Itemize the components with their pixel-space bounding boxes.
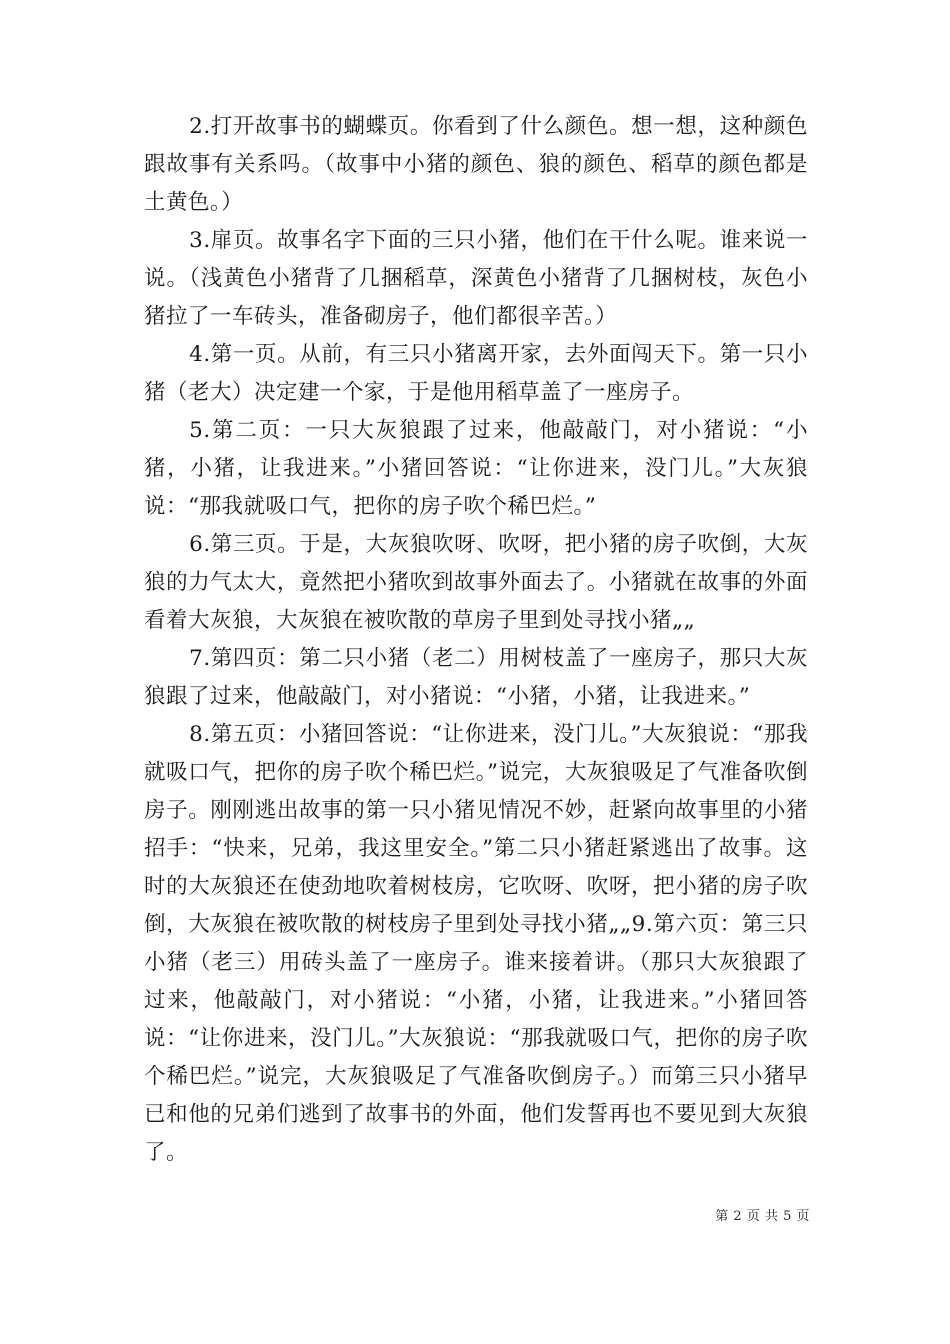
paragraph-7: 7.第四页：第二只小猪（老二）用树枝盖了一座房子，那只大灰狼跟了过来，他敲敲门，对小猪说：“小猪，小猪，让我进来。” bbox=[144, 646, 808, 709]
paragraph-4: 4.第一页。从前，有三只小猪离开家，去外面闯天下。第一只小猪（老大）决定建一个家，于是他用稻草盖了一座房子。 bbox=[144, 342, 808, 405]
paragraph-6: 6.第三页。于是，大灰狼吹呀、吹呀，把小猪的房子吹倒，大灰狼的力气太大，竟然把小猪吹到故事外面去了。小猪就在故事的外面看着大灰狼，大灰狼在被吹散的草房子里到处寻找小猪„„ bbox=[144, 532, 808, 633]
paragraph-3: 3.扉页。故事名字下面的三只小猪，他们在干什么呢。谁来说一说。（浅黄色小猪背了几捆稻草，深黄色小猪背了几捆树枝，灰色小猪拉了一车砖头，准备砌房子，他们都很辛苦。） bbox=[144, 228, 808, 329]
document-body bbox=[144, 108, 808, 1172]
page-number: 第 2 页 共 5 页 bbox=[715, 1209, 810, 1224]
paragraph-5: 5.第二页：一只大灰狼跟了过来，他敲敲门，对小猪说：“小猪，小猪，让我进来。”小猪回答说：“让你进来，没门儿。”大灰狼说：“那我就吸口气，把你的房子吹个稀巴烂。” bbox=[144, 418, 808, 519]
paragraph-8: 8.第五页：小猪回答说：“让你进来，没门儿。”大灰狼说：“那我就吸口气，把你的房子吹个稀巴烂。”说完，大灰狼吸足了气准备吹倒房子。刚刚逃出故事的第一只小猪见情况不妙，赶紧向故事里的小猪招手：“快来，兄弟，我这里安全。”第二只小猪赶紧逃出了故事。这时的大灰狼还在使劲地吹着树枝房，它吹呀、吹呀，把小猪的房子吹倒，大灰狼在被吹散的树枝房子里到处寻找小猪„„9.第六页：第三只小猪（老三）用砖头盖了一座房子。谁来接着讲。（那只大灰狼跟了过来，他敲敲门，对小猪说：“小猪，小猪，让我进来。”小猪回答说：“让你进来，没门儿。”大灰狼说：“那我就吸口气，把你的房子吹个稀巴烂。”说完，大灰狼吸足了气准备吹倒房子。）而第三只小猪早已和他的兄弟们逃到了故事书的外面，他们发誓再也不要见到大灰狼了。 bbox=[144, 722, 808, 1165]
paragraph-2: 2.打开故事书的蝴蝶页。你看到了什么颜色。想一想，这种颜色跟故事有关系吗。（故事中小猪的颜色、狼的颜色、稻草的颜色都是土黄色。） bbox=[144, 114, 808, 215]
